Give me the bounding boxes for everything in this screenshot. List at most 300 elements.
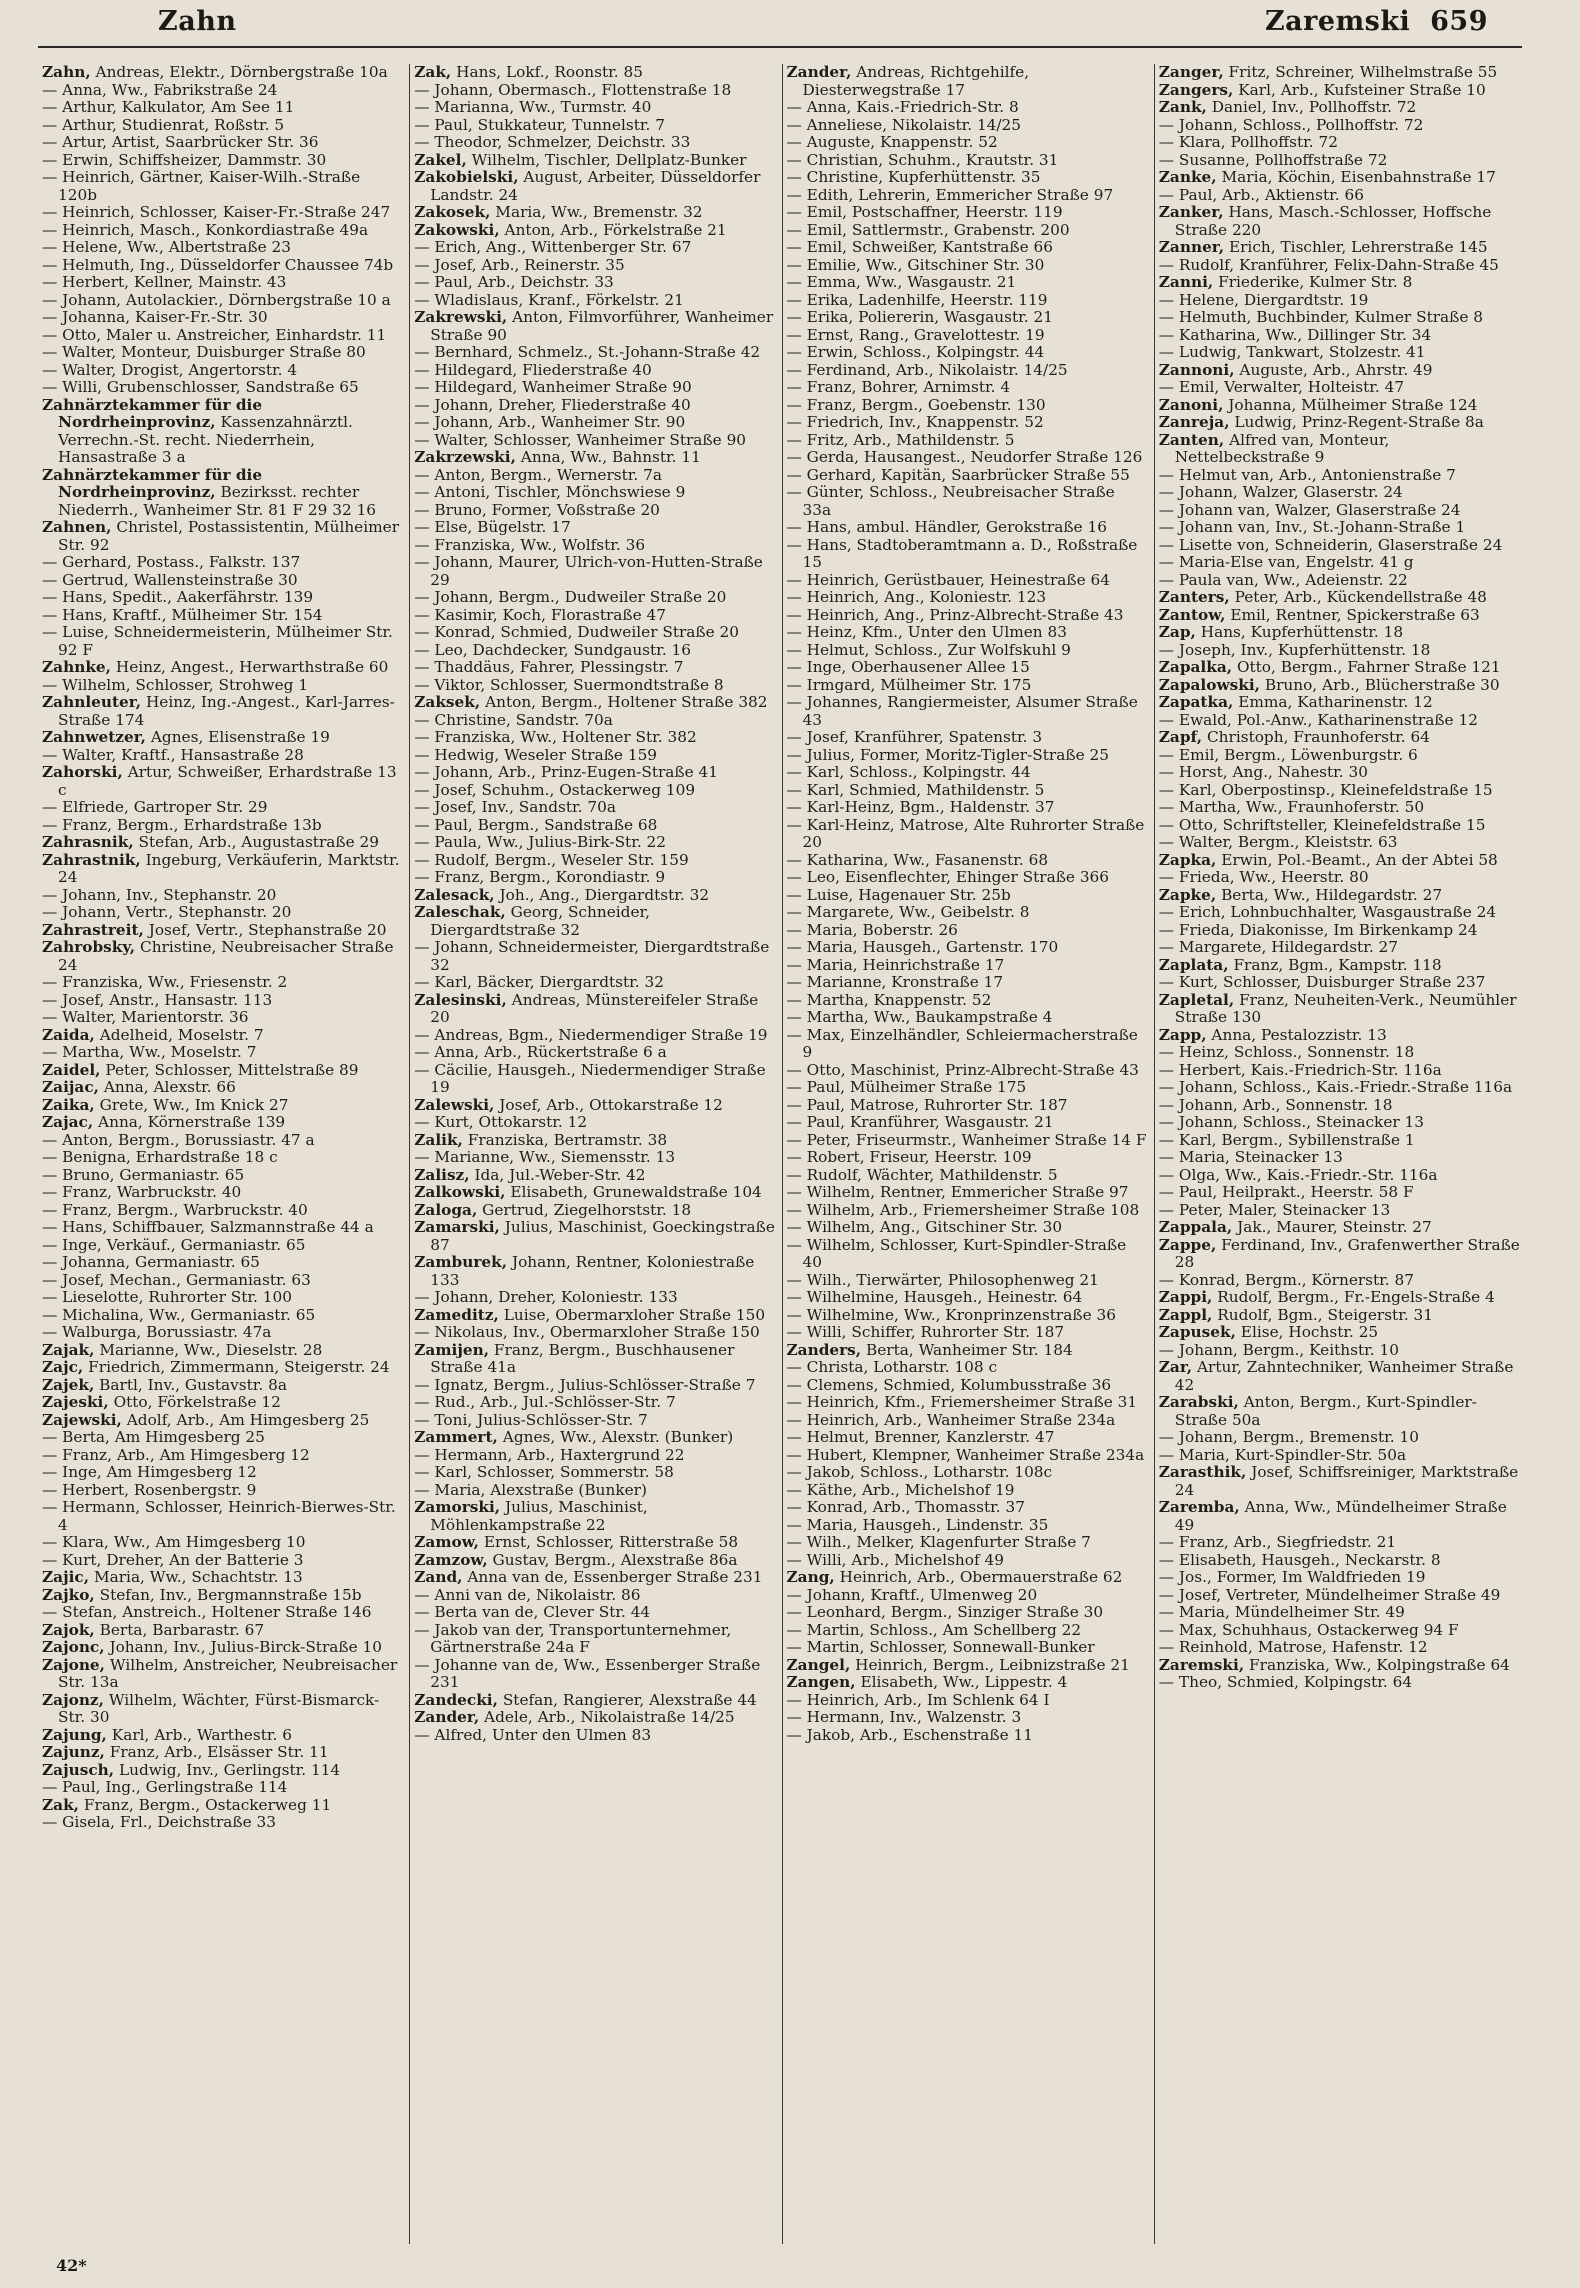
entry-text: — Hans, Kraftf., Mülheimer Str. 154 [42,605,323,624]
entry-text: Daniel, Inv., Pollhoffstr. 72 [1211,98,1417,116]
entry-text: — Hans, Schiffbauer, Salzmannstraße 44 a [42,1218,374,1236]
entry-text: — Wilh., Melker, Klagenfurter Straße 7 [786,1533,1091,1551]
directory-entry [787,1132,1148,1150]
surname: Zajc, [42,1358,84,1376]
directory-entry [42,379,403,397]
entry-text: — Heinrich, Kfm., Friemersheimer Straße 31 [786,1393,1138,1411]
directory-entry [1159,1569,1520,1587]
entry-text: Marianne, Ww., Dieselstr. 28 [99,1340,323,1359]
directory-entry [1159,782,1520,800]
entry-text: — Erwin, Schloss., Kolpingstr. 44 [786,343,1045,361]
directory-entry [1159,1272,1520,1290]
directory-entry [787,1307,1148,1325]
directory-entry [42,327,403,345]
directory-entry [1159,642,1520,660]
directory-entry [414,134,775,152]
entry-text: — Frieda, Diakonisse, Im Birkenkamp 24 [1158,920,1478,939]
directory-entry [42,134,403,152]
entry-text: — Hedwig, Weseler Straße 159 [414,745,658,764]
entry-text: — Walter, Marientorstr. 36 [42,1008,249,1026]
surname: Zaksek, [414,693,481,711]
entry-text: Georg, Schneider, Diergardtstraße 32 [430,903,650,939]
surname: Zammert, [414,1428,498,1446]
directory-entry-surname [42,467,403,520]
entry-text: — Josef, Vertreter, Mündelheimer Straße 49 [1158,1585,1501,1604]
directory-entry [42,99,403,117]
directory-entry [1159,1149,1520,1167]
entry-text: — Luise, Hagenauer Str. 25b [786,885,1011,904]
directory-entry [787,1114,1148,1132]
entry-text: Peter, Arb., Kückendellstraße 48 [1234,588,1487,606]
directory-entry [42,1447,403,1465]
directory-entry-surname [414,1534,775,1552]
surname: Zamorski, [414,1498,501,1516]
directory-entry [414,554,775,589]
entry-text: Christoph, Fraunhoferstr. 64 [1206,728,1430,746]
directory-entry [42,992,403,1010]
surname: Zahn, [42,64,91,81]
directory-entry [414,1622,775,1657]
directory-entry-surname [1159,362,1520,380]
directory-entry [787,1377,1148,1395]
surname: Zamzow, [414,1550,488,1569]
entry-text: Anna, Körnerstraße 139 [98,1113,286,1131]
directory-entry-surname [42,939,403,974]
surname: Zapletal, [1158,990,1235,1009]
directory-entry [787,817,1148,852]
directory-entry [787,1184,1148,1202]
entry-text: — Else, Bügelstr. 17 [414,518,571,536]
directory-entry [414,782,775,800]
entry-text: — Paul, Arb., Aktienstr. 66 [1158,185,1364,204]
entry-text: — Rud., Arb., Jul.-Schlösser-Str. 7 [414,1393,676,1411]
directory-entry [42,1149,403,1167]
directory-entry [1159,1062,1520,1080]
entry-text: — Heinrich, Schlosser, Kaiser-Fr.-Straße 247 [42,203,391,221]
directory-entry [42,257,403,275]
entry-text: — Ernst, Rang., Gravelottestr. 19 [786,325,1045,344]
directory-entry [787,1219,1148,1237]
column-3 [782,64,1154,2244]
directory-entry [787,1394,1148,1412]
entry-text: — Emil, Postschaffner, Heerstr. 119 [786,203,1063,221]
directory-entry-surname [42,1062,403,1080]
directory-entry [787,607,1148,625]
entry-text: — Franziska, Ww., Wolfstr. 36 [414,535,646,554]
entry-text: — Johann, Bergm., Dudweiler Straße 20 [414,588,727,606]
entry-text: Franz, Bgm., Kampstr. 118 [1233,955,1442,974]
entry-text: Artur, Zahntechniker, Wanheimer Straße 42 [1174,1358,1514,1394]
directory-entry [1159,1184,1520,1202]
directory-columns [38,64,1526,2244]
directory-entry-surname [1159,992,1520,1027]
directory-entry [787,747,1148,765]
entry-text: — Andreas, Bgm., Niedermendiger Straße 19 [414,1025,768,1044]
entry-text: — Herbert, Kellner, Mainstr. 43 [42,273,287,291]
directory-entry [414,589,775,607]
surname: Zajac, [42,1113,94,1131]
entry-text: — Johann, Maurer, Ulrich-von-Hutten-Straße 29 [414,553,763,589]
entry-text: — Frieda, Ww., Heerstr. 80 [1158,868,1369,886]
directory-entry [1159,1639,1520,1657]
directory-entry [42,554,403,572]
directory-entry [787,1324,1148,1342]
entry-text: Adolf, Arb., Am Himgesberg 25 [126,1410,370,1429]
directory-entry [787,1727,1148,1745]
directory-entry [42,1167,403,1185]
entry-text: Fritz, Schreiner, Wilhelmstraße 55 [1228,64,1498,81]
directory-entry-surname [414,169,775,204]
directory-entry-surname [42,729,403,747]
entry-text: Berta, Barbarastr. 67 [99,1620,265,1639]
surname: Zanke, [1158,168,1217,186]
surname: Zanten, [1158,430,1225,449]
directory-entry-surname [414,1219,775,1254]
directory-entry-surname [42,1114,403,1132]
entry-text: — Franz, Bergm., Goebenstr. 130 [786,395,1046,414]
surname: Zakobielski, [414,168,519,186]
directory-entry [787,729,1148,747]
surname: Zajonc, [42,1638,105,1656]
directory-entry-surname [42,1394,403,1412]
entry-text: Maria, Köchin, Eisenbahnstraße 17 [1221,168,1496,186]
entry-text: — Johann van, Walzer, Glaserstraße 24 [1158,500,1461,519]
directory-entry-surname [414,887,775,905]
entry-text: — Ewald, Pol.-Anw., Katharinenstraße 12 [1158,710,1478,729]
directory-entry [787,782,1148,800]
entry-text: — Helmuth, Ing., Düsseldorfer Chaussee 74b [42,255,394,274]
directory-entry [1159,1097,1520,1115]
directory-entry [787,1412,1148,1430]
entry-text: — Maria, Steinacker 13 [1158,1148,1343,1166]
entry-text: — Jakob, Schloss., Lotharstr. 108c [786,1463,1053,1481]
directory-entry [787,957,1148,975]
directory-entry-surname [414,309,775,344]
surname: Zaika, [42,1095,95,1114]
directory-entry [414,1289,775,1307]
entry-text: Christel, Postassistentin, Mülheimer Str. 92 [58,518,400,554]
directory-entry-surname [1159,887,1520,905]
entry-text: — Alfred, Unter den Ulmen 83 [414,1725,652,1744]
entry-text: — Johann, Autolackier., Dörnbergstraße 10 a [42,290,391,309]
entry-text: — Paul, Bergm., Sandstraße 68 [414,815,658,834]
surname: Zalesinski, [414,990,507,1009]
directory-entry-surname [1159,239,1520,257]
entry-text: — Fritz, Arb., Mathildenstr. 5 [786,430,1015,449]
entry-text: — Rudolf, Bergm., Weseler Str. 159 [414,850,689,869]
directory-entry [787,1009,1148,1027]
entry-text: Andreas, Richtgehilfe, Diesterwegstraße 17 [802,64,1030,99]
surname: Zank, [1158,98,1207,116]
directory-entry-surname [42,1639,403,1657]
entry-text: — Hermann, Schlosser, Heinrich-Bierwes-Str. 4 [42,1498,396,1534]
directory-entry [414,519,775,537]
directory-entry [42,817,403,835]
entry-text: — Karl-Heinz, Matrose, Alte Ruhrorter Straße 20 [786,815,1145,851]
directory-entry [1159,152,1520,170]
entry-text: — Clemens, Schmied, Kolumbusstraße 36 [786,1375,1112,1394]
entry-text: — Franz, Warbruckstr. 40 [42,1183,242,1201]
entry-text: — Klara, Pollhoffstr. 72 [1158,133,1338,151]
surname: Zakosek, [414,203,491,221]
directory-entry-surname [42,694,403,729]
surname: Zalik, [414,1130,463,1149]
entry-text: — Berta van de, Clever Str. 44 [414,1603,651,1621]
entry-text: — Elisabeth, Hausgeh., Neckarstr. 8 [1158,1550,1441,1569]
directory-entry [787,1534,1148,1552]
entry-text: Elise, Hochstr. 25 [1240,1323,1379,1341]
directory-entry [42,1779,403,1797]
directory-entry [414,817,775,835]
directory-entry [414,747,775,765]
entry-text: Josef, Arb., Ottokarstraße 12 [499,1095,723,1114]
entry-text: — Rudolf, Wächter, Mathildenstr. 5 [786,1165,1058,1184]
entry-text: — Peter, Maler, Steinacker 13 [1158,1200,1391,1219]
directory-entry [1159,1132,1520,1150]
directory-entry [414,1412,775,1430]
entry-text: Heinz, Angest., Herwarthstraße 60 [115,658,389,676]
entry-text: — Lisette von, Schneiderin, Glaserstraße 24 [1158,535,1503,554]
surname: Zahorski, [42,763,123,781]
entry-text: Karl, Arb., Warthestr. 6 [111,1725,292,1744]
directory-entry-surname [1159,414,1520,432]
directory-entry [42,204,403,222]
surname: Zalisz, [414,1165,470,1184]
surname: Zajko, [42,1585,95,1604]
directory-entry [787,204,1148,222]
directory-entry [414,1482,775,1500]
entry-text: — Anna, Arb., Rückertstraße 6 a [414,1043,667,1061]
entry-text: Stefan, Inv., Bergmannstraße 15b [99,1585,362,1604]
directory-entry [42,799,403,817]
directory-entry [1159,309,1520,327]
entry-text: Emma, Katharinenstr. 12 [1238,693,1433,711]
directory-entry [787,1709,1148,1727]
directory-entry [787,1167,1148,1185]
entry-text: — Hans, ambul. Händler, Gerokstraße 16 [786,518,1107,536]
directory-entry [414,82,775,100]
surname: Zajek, [42,1375,95,1394]
directory-entry [787,134,1148,152]
directory-entry [787,169,1148,187]
directory-entry [1159,747,1520,765]
directory-entry [1159,1079,1520,1097]
entry-text: — Johann, Vertr., Stephanstr. 20 [42,903,292,921]
directory-entry [42,239,403,257]
directory-entry [787,222,1148,240]
entry-text: Berta, Wanheimer Str. 184 [866,1340,1073,1359]
directory-entry-surname [414,1132,775,1150]
entry-text: — Martha, Ww., Baukampstraße 4 [786,1008,1053,1026]
entry-text: — Maria-Else van, Engelstr. 41 g [1158,553,1414,571]
entry-text: — Reinhold, Matrose, Hafenstr. 12 [1158,1638,1428,1656]
entry-text: — Johanna, Kaiser-Fr.-Str. 30 [42,308,268,326]
entry-text: — Walter, Kraftf., Hansastraße 28 [42,745,304,764]
surname: Zapp, [1158,1025,1207,1044]
entry-text: Josef, Schiffsreiniger, Marktstraße 24 [1174,1463,1519,1499]
surname: Zamarski, [414,1218,500,1236]
entry-text: — Johann, Arb., Wanheimer Str. 90 [414,413,686,431]
surname: Zahnwetzer, [42,728,146,746]
directory-entry-surname [414,1202,775,1220]
directory-entry [414,607,775,625]
entry-text: Julius, Maschinist, Goeckingstraße 87 [430,1218,775,1254]
directory-entry [42,292,403,310]
directory-entry [787,1587,1148,1605]
directory-entry [1159,1447,1520,1465]
entry-text: Gustav, Bergm., Alexstraße 86a [492,1550,738,1569]
entry-text: Franz, Bergm., Ostackerweg 11 [83,1795,332,1814]
entry-text: — Lieselotte, Ruhrorter Str. 100 [42,1288,292,1306]
surname: Zajunz, [42,1743,105,1761]
directory-entry-surname [42,852,403,887]
surname: Zajung, [42,1725,107,1744]
entry-text: Josef, Vertr., Stephanstraße 20 [148,920,387,939]
directory-entry [1159,502,1520,520]
directory-entry-surname [414,1709,775,1727]
surname: Zajeski, [42,1393,109,1411]
surname: Zander, [786,64,852,81]
surname: Zappi, [1158,1288,1213,1306]
entry-text: Hans, Lokf., Roonstr. 85 [456,64,643,81]
entry-text: — Wilhelm, Schlosser, Strohweg 1 [42,675,309,694]
entry-text: — Anton, Bergm., Borussiastr. 47 a [42,1130,315,1149]
directory-entry [787,1149,1148,1167]
directory-entry [787,764,1148,782]
directory-entry [42,589,403,607]
entry-text: — Wilhelm, Schlosser, Kurt-Spindler-Straße 40 [786,1235,1127,1271]
header-rule [38,46,1522,48]
directory-entry [414,764,775,782]
directory-entry-surname [787,1674,1148,1692]
entry-text: Bezirksst. rechter Niederrh., Wanheimer Str. 81 F 29 32 16 [58,483,377,519]
surname: Zahnärztekammer für die Nordrheinprovinz, [42,465,263,501]
entry-text: — Marianna, Ww., Turmstr. 40 [414,98,652,116]
directory-entry-surname [414,1569,775,1587]
entry-text: — Michalina, Ww., Germaniastr. 65 [42,1305,316,1324]
directory-entry [42,1132,403,1150]
surname: Zahnke, [42,658,111,676]
entry-text: — Arthur, Studienrat, Roßstr. 5 [42,115,285,134]
entry-text: — Karl, Bäcker, Diergardtstr. 32 [414,973,664,991]
entry-text: — Johanne van de, Ww., Essenberger Straße 231 [414,1655,761,1691]
directory-entry [787,677,1148,695]
directory-entry-surname [42,1027,403,1045]
entry-text: Ingeburg, Verkäuferin, Marktstr. 24 [58,850,400,886]
directory-entry [1159,1604,1520,1622]
entry-text: — Paula van, Ww., Adeienstr. 22 [1158,570,1408,589]
entry-text: — Benigna, Erhardstraße 18 c [42,1148,278,1166]
directory-entry [1159,904,1520,922]
directory-entry [414,729,775,747]
entry-text: Luise, Obermarxloher Straße 150 [503,1305,766,1324]
directory-entry [787,1622,1148,1640]
directory-entry [787,1202,1148,1220]
entry-text: Bartl, Inv., Gustavstr. 8a [99,1375,287,1394]
entry-text: — Franz, Bergm., Korondiastr. 9 [414,868,666,886]
surname: Zajusch, [42,1760,115,1779]
entry-text: — Max, Schuhhaus, Ostackerweg 94 F [1158,1620,1459,1639]
entry-text: — Peter, Friseurmstr., Wanheimer Straße 14 F [786,1130,1147,1149]
directory-entry [1159,572,1520,590]
directory-entry [414,414,775,432]
directory-entry-surname [414,1552,775,1570]
directory-entry-surname [414,1097,775,1115]
entry-text: Andreas, Münstereifeler Straße 20 [430,990,759,1026]
surname: Zaplata, [1158,955,1229,974]
directory-entry [787,1639,1148,1657]
directory-entry [414,659,775,677]
entry-text: — Willi, Arb., Michelshof 49 [786,1550,1004,1569]
entry-text: — Ferdinand, Arb., Nikolaistr. 14/25 [786,360,1068,379]
surname: Zaijac, [42,1078,99,1096]
entry-text: — Nikolaus, Inv., Obermarxloher Straße 150 [414,1323,760,1341]
entry-text: Anna, Ww., Mündelheimer Straße 49 [1174,1498,1507,1534]
entry-text: — Helene, Ww., Albertstraße 23 [42,238,291,256]
directory-entry [787,1027,1148,1062]
entry-text: — Heinz, Kfm., Unter den Ulmen 83 [786,623,1067,641]
directory-entry-surname [1159,729,1520,747]
entry-text: — Bruno, Former, Voßstraße 20 [414,500,660,519]
surname: Zanni, [1158,273,1214,291]
entry-text: — Emilie, Ww., Gitschiner Str. 30 [786,255,1045,274]
surname: Zaremski, [1158,1655,1245,1674]
surname: Zakowski, [414,220,500,239]
entry-text: Ernst, Schlosser, Ritterstraße 58 [483,1533,739,1551]
entry-text: — Gerhard, Kapitän, Saarbrücker Straße 55 [786,465,1130,484]
entry-text: — Erich, Lohnbuchhalter, Wasgaustraße 24 [1158,903,1497,921]
entry-text: — Otto, Schriftsteller, Kleinefeldstraße 15 [1158,815,1486,834]
directory-entry [414,1324,775,1342]
entry-text: — Kasimir, Koch, Florastraße 47 [414,605,666,624]
entry-text: Erwin, Pol.-Beamt., An der Abtei 58 [1221,850,1498,869]
directory-entry-surname [42,64,403,82]
directory-entry-surname [414,64,775,82]
surname: Zapalowski, [1158,675,1260,694]
entry-text: — Toni, Julius-Schlösser-Str. 7 [414,1410,648,1429]
entry-text: — Maria, Alexstraße (Bunker) [414,1480,647,1499]
directory-entry [414,1657,775,1692]
entry-text: Adelheid, Moselstr. 7 [99,1025,264,1044]
entry-text: — Walburga, Borussiastr. 47a [42,1323,272,1341]
surname: Zapke, [1158,885,1217,904]
directory-entry-surname [1159,659,1520,677]
entry-text: — Erich, Ang., Wittenberger Str. 67 [414,238,692,256]
entry-text: Alfred van, Monteur, Nettelbeckstraße 9 [1174,430,1390,466]
entry-text: Franziska, Ww., Kolpingstraße 64 [1249,1655,1510,1674]
directory-entry-surname [42,659,403,677]
entry-text: — Johann, Schloss., Pollhoffstr. 72 [1158,115,1424,134]
directory-entry-surname [42,1359,403,1377]
directory-entry [787,292,1148,310]
entry-text: Joh., Ang., Diergardtstr. 32 [499,885,710,904]
surname: Zander, [414,1708,480,1726]
directory-entry [42,1254,403,1272]
entry-text: — Julius, Former, Moritz-Tigler-Straße 25 [786,745,1109,764]
entry-text: Ludwig, Prinz-Regent-Straße 8a [1234,413,1484,431]
directory-entry [42,677,403,695]
directory-entry [42,274,403,292]
directory-entry-surname [1159,1324,1520,1342]
entry-text: — Josef, Schuhm., Ostackerweg 109 [414,780,696,799]
entry-text: — Helmut, Schloss., Zur Wolfskuhl 9 [786,640,1071,659]
entry-text: — Gisela, Frl., Deichstraße 33 [42,1813,276,1831]
directory-entry [414,1394,775,1412]
directory-entry [1159,1429,1520,1447]
entry-text: — Jakob van der, Transportunternehmer, Gärtnerstraße 24a F [414,1620,732,1656]
entry-text: — Inge, Verkäuf., Germaniastr. 65 [42,1235,306,1254]
surname: Zarasthik, [1158,1463,1247,1481]
